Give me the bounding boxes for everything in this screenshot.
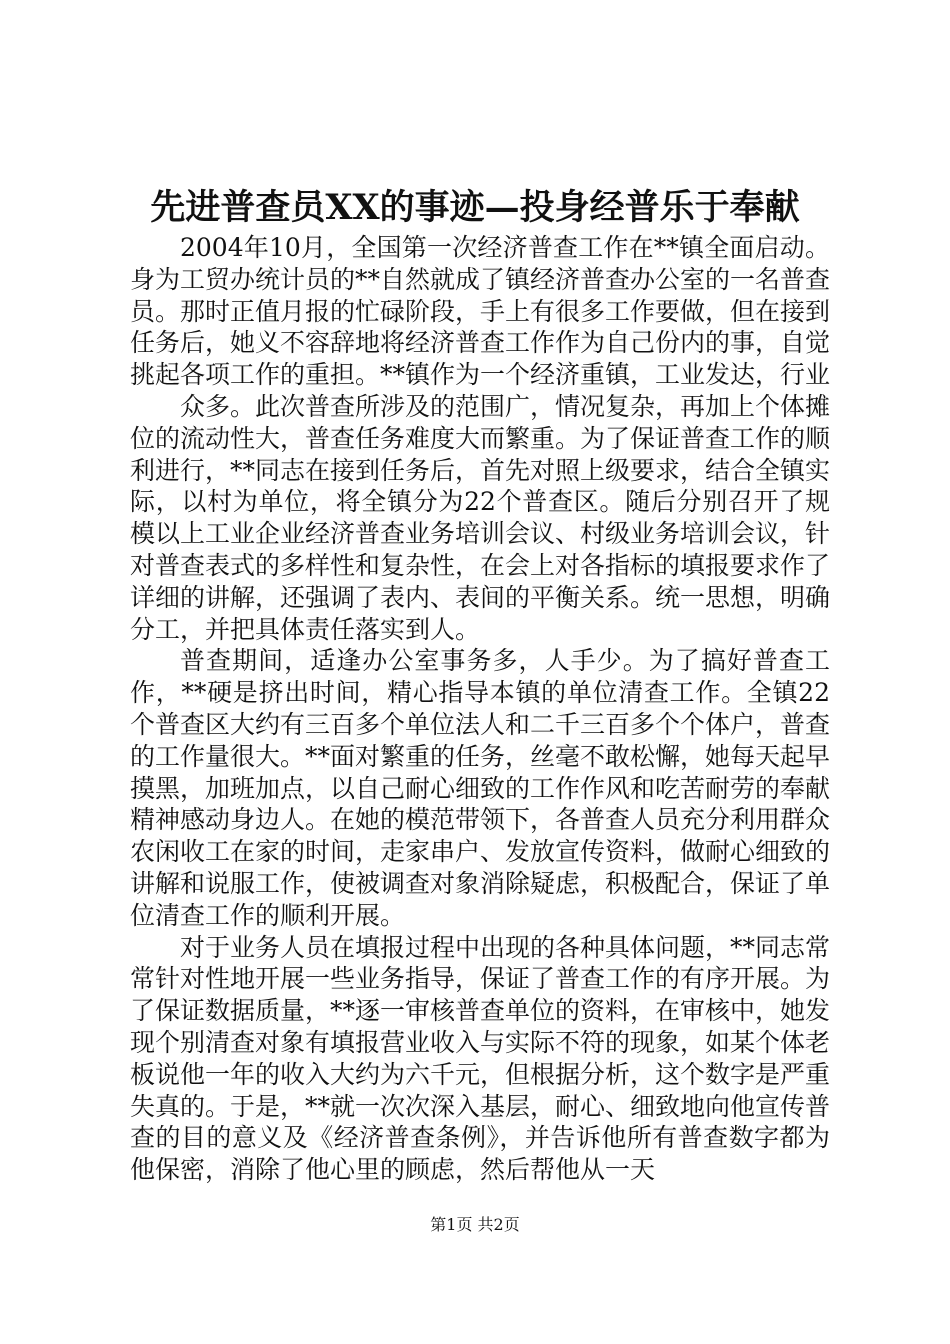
page-footer — [0, 1214, 950, 1236]
paragraph: 普查期间，适逢办公室事务多，人手少。为了搞好普查工作，**硬是挤出时间，精心指导本镇的单位清查工作。全镇22个普查区大约有三百多个单位法人和二千三百多个个体户，普查的工作量很大。**面对繁重的任务，丝毫不敢松懈，她每天起早摸黑，加班加点，以自己耐心细致的工作作风和吃苦耐劳的奉献精神感动身边人。在她的模范带领下，各普查人员充分利用群众农闲收工在家的时间，走家串户、发放宣传资料，做耐心细致的讲解和说服工作，使被调查对象消除疑虑，积极配合，保证了单位清查工作的顺利开展。 — [130, 646, 831, 930]
paragraph: 众多。此次普查所涉及的范围广，情况复杂，再加上个体摊位的流动性大，普查任务难度大而繁重。为了保证普查工作的顺利进行，**同志在接到任务后，首先对照上级要求，结合全镇实际，以村为单位，将全镇分为22个普查区。随后分别召开了规模以上工业企业经济普查业务培训会议、村级业务培训会议，针对普查表式的多样性和复杂性，在会上对各指标的填报要求作了详细的讲解，还强调了表内、表间的平衡关系。统一思想，明确分工，并把具体责任落实到人。 — [130, 391, 831, 644]
paragraph: 对于业务人员在填报过程中出现的各种具体问题，**同志常常针对性地开展一些业务指导，保证了普查工作的有序开展。为了保证数据质量，**逐一审核普查单位的资料，在审核中，她发现个别清查对象有填报营业收入与实际不符的现象，如某个体老板说他一年的收入大约为六千元，但根据分析，这个数字是严重失真的。于是，**就一次次深入基层，耐心、细致地向他宣传普查的目的意义及《经济普查条例》，并告诉他所有普查数字都为他保密，消除了他心里的顾虑，然后帮他从一天 — [130, 932, 831, 1185]
paragraph: 2004年10月，全国第一次经济普查工作在**镇全面启动。身为工贸办统计员的**自然就成了镇经济普查办公室的一名普查员。那时正值月报的忙碌阶段，手上有很多工作要做，但在接到任务后，她义不容辞地将经济普查工作作为自己份内的事，自觉挑起各项工作的重担。**镇作为一个经济重镇，工业发达，行业 — [130, 233, 831, 390]
document-body — [130, 232, 830, 1186]
page-number-indicator: 第1页 共2页 — [430, 1215, 520, 1234]
document-title: 先进普查员XX的事迹—投身经普乐于奉献 — [150, 187, 800, 228]
